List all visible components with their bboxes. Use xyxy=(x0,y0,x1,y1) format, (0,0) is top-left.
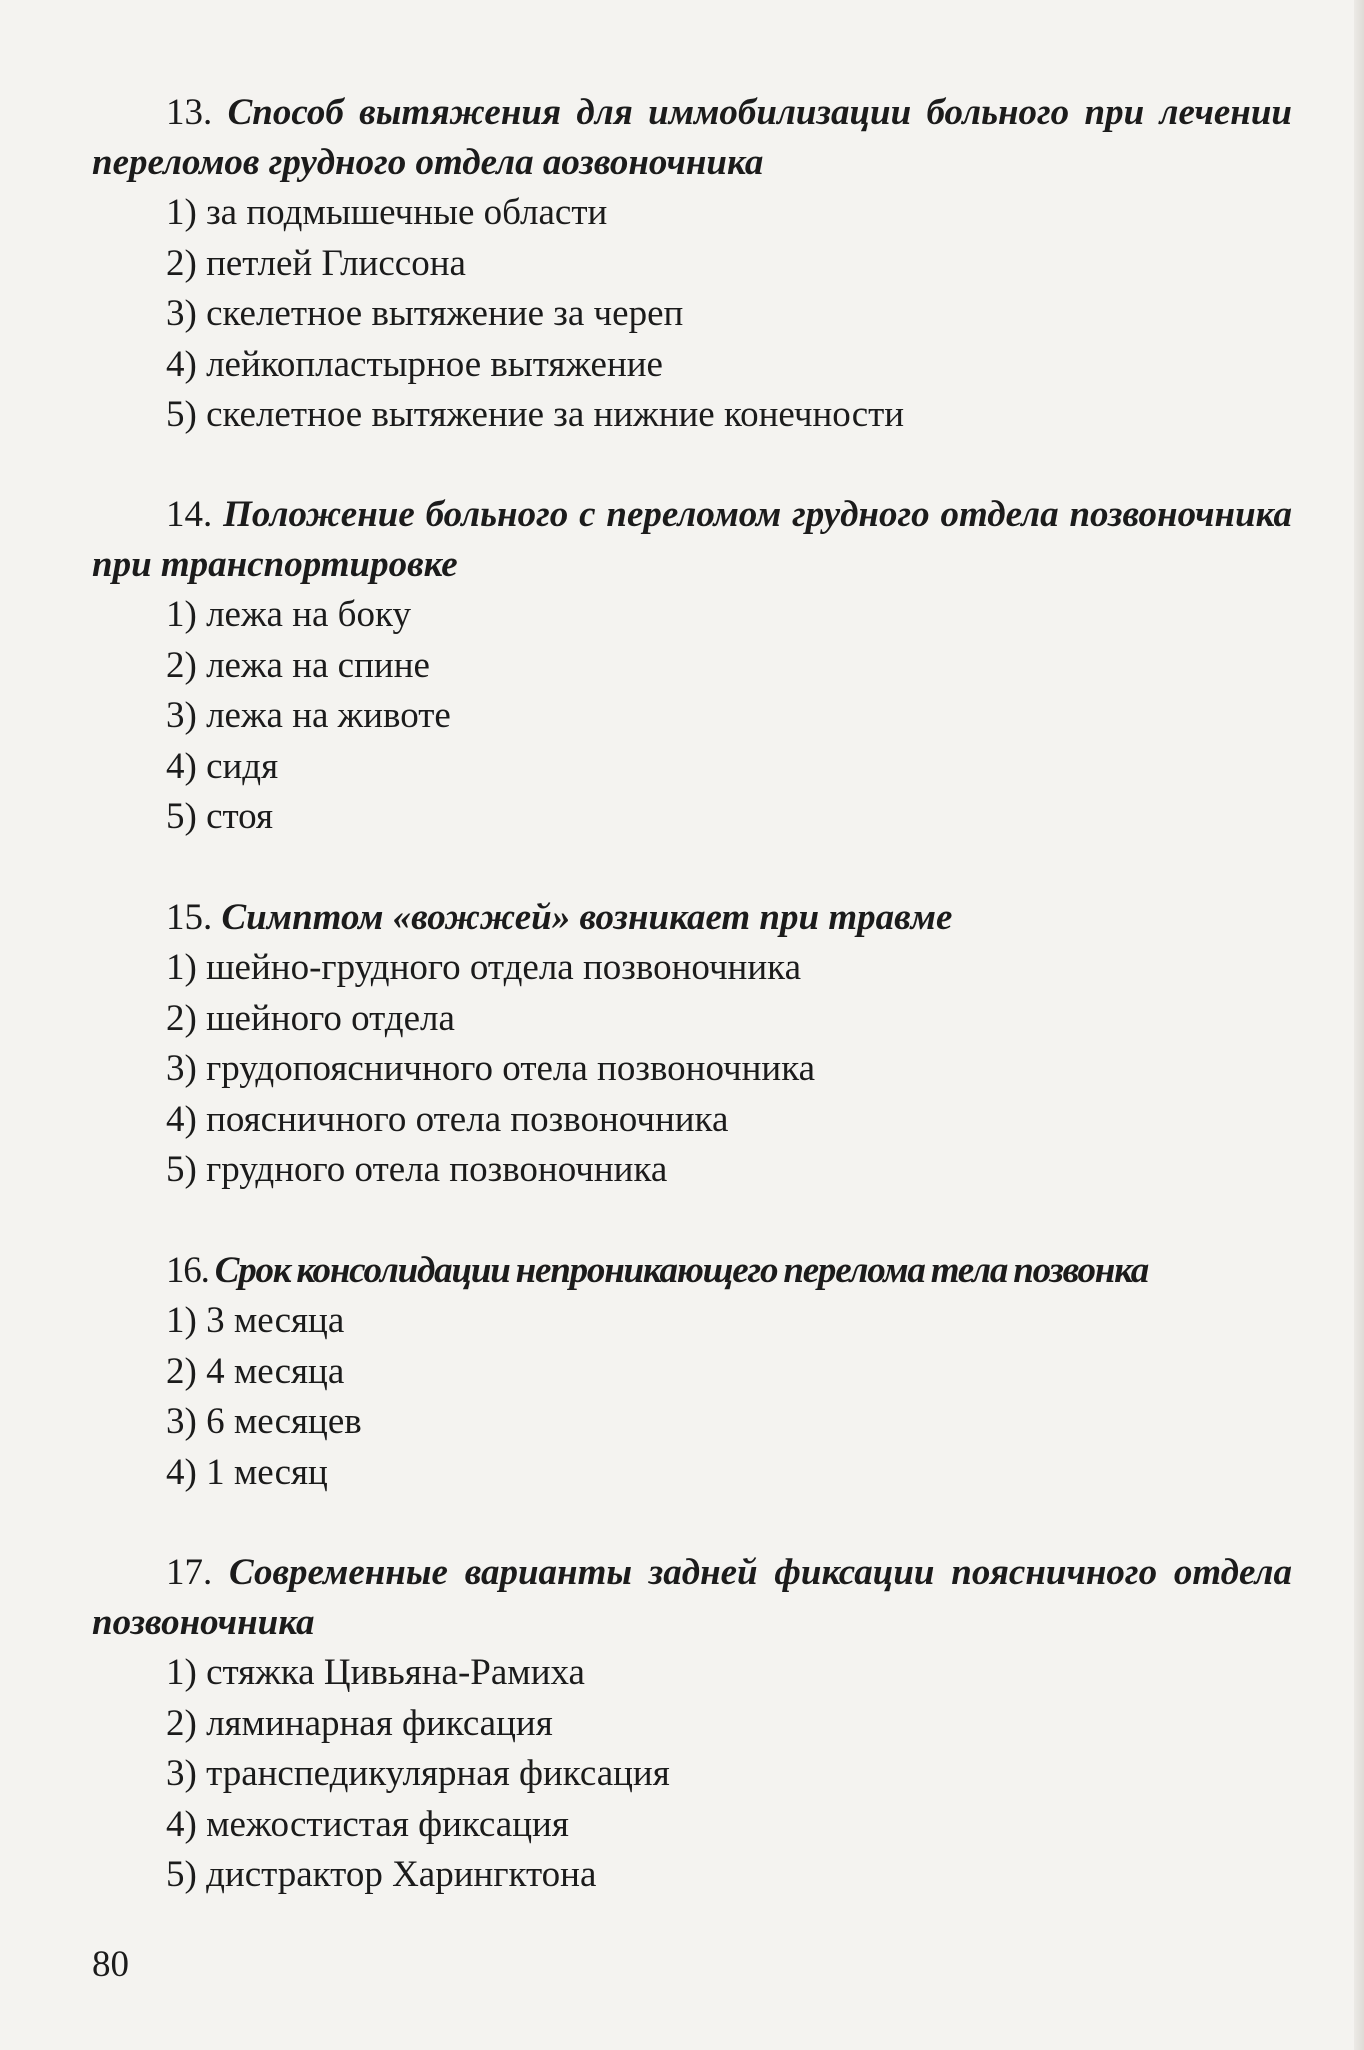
answer-options xyxy=(92,1648,1292,1901)
question-number: 14. xyxy=(166,494,213,535)
question-title: Способ вытяжения для иммобилизации больного при лечении переломов грудного отдела аозвоночника xyxy=(92,92,1293,183)
question-title: Современные варианты задней фиксации поясничного отдела позвоночника xyxy=(92,1552,1292,1643)
question-heading xyxy=(92,88,1292,188)
answer-options xyxy=(92,943,1292,1196)
page-edge-shadow xyxy=(1354,0,1364,2050)
page-number: 80 xyxy=(92,1944,129,1985)
question-number: 13. xyxy=(166,92,213,133)
answer-option: 1) за подмышечные области xyxy=(166,192,608,233)
question-heading xyxy=(92,1246,1292,1296)
question-heading xyxy=(92,893,1292,943)
answer-options xyxy=(92,188,1292,441)
answer-option: 3) 6 месяцев xyxy=(166,1401,362,1442)
answer-option: 2) 4 месяца xyxy=(166,1350,345,1392)
answer-option: 5) дистрактор Харингктона xyxy=(166,1854,597,1895)
question-title: Срок консолидации непроникающего перелома тела позвонка xyxy=(214,1250,1149,1291)
question-number: 17. xyxy=(166,1552,213,1593)
question-16 xyxy=(92,1246,1292,1498)
answer-option: 3) скелетное вытяжение за череп xyxy=(166,293,684,334)
question-15 xyxy=(92,893,1292,1196)
answer-option: 5) скелетное вытяжение за нижние конечности xyxy=(166,394,905,435)
answer-option: 5) грудного отела позвоночника xyxy=(166,1149,668,1190)
answer-option: 1) лежа на боку xyxy=(166,594,411,635)
answer-option: 4) 1 месяц xyxy=(166,1451,328,1493)
answer-option: 3) лежа на животе xyxy=(166,695,451,736)
question-heading xyxy=(92,1548,1292,1648)
answer-option: 2) шейного отдела xyxy=(166,997,455,1039)
answer-option: 4) сидя xyxy=(166,745,279,787)
question-title: Положение больного с переломом грудного отдела позвоночника при транспортировке xyxy=(92,494,1292,585)
answer-option: 4) поясничного отела позвоночника xyxy=(166,1098,729,1140)
answer-option: 4) межостистая фиксация xyxy=(166,1803,569,1845)
answer-option: 5) стоя xyxy=(166,796,273,837)
question-14 xyxy=(92,490,1292,843)
answer-option: 2) лежа на спине xyxy=(166,644,430,686)
answer-option: 3) грудопоясничного отела позвоночника xyxy=(166,1048,816,1089)
answer-option: 4) лейкопластырное вытяжение xyxy=(166,343,663,385)
question-title: Симптом «вожжей» возникает при травме xyxy=(221,897,953,938)
answer-options xyxy=(92,590,1292,843)
answer-option: 1) шейно-грудного отдела позвоночника xyxy=(166,947,801,988)
answer-option: 1) 3 месяца xyxy=(166,1300,345,1341)
question-number: 15. xyxy=(166,897,213,938)
answer-option: 1) стяжка Цивьяна-Рамиха xyxy=(166,1652,585,1693)
answer-option: 2) петлей Глиссона xyxy=(166,242,466,284)
question-heading xyxy=(92,490,1292,590)
question-number: 16. xyxy=(166,1250,209,1291)
question-13 xyxy=(92,88,1292,441)
answer-option: 3) транспедикулярная фиксация xyxy=(166,1753,670,1794)
question-17 xyxy=(92,1548,1292,1901)
answer-option: 2) ляминарная фиксация xyxy=(166,1702,553,1744)
answer-options xyxy=(92,1296,1292,1498)
